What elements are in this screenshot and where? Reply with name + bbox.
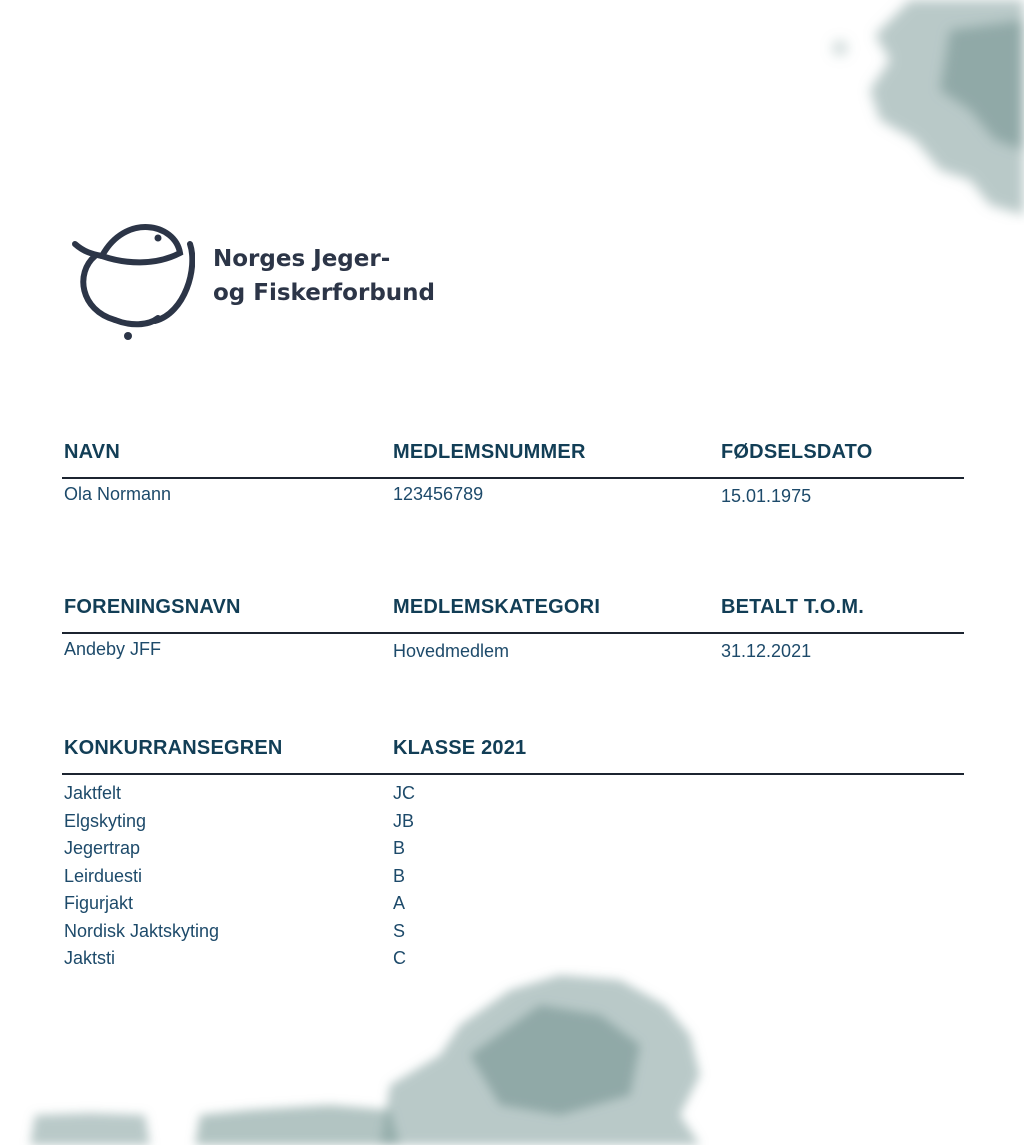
discipline-class: B (393, 865, 406, 886)
list-item (62, 921, 964, 949)
discipline-name: Nordisk Jaktskyting (64, 920, 220, 941)
watercolor-bottom (0, 965, 760, 1145)
list-item (62, 893, 964, 921)
header-klasse: KLASSE 2021 (393, 737, 527, 759)
competition-header-row (62, 737, 964, 775)
value-medlemskategori: Hovedmedlem (393, 641, 510, 661)
discipline-class: JB (393, 810, 415, 831)
discipline-class: JC (393, 783, 415, 803)
competition-section (62, 737, 964, 976)
header-medlemsnummer: MEDLEMSNUMMER (393, 441, 586, 463)
header-konkurransegren: KONKURRANSEGREN (64, 737, 283, 759)
competition-list (62, 783, 964, 976)
list-item (62, 811, 964, 839)
header-betalt-tom: BETALT T.O.M. (721, 596, 864, 618)
list-item (62, 783, 964, 811)
org-name-line2: og Fiskerforbund (213, 280, 436, 306)
discipline-name: Jaktfelt (64, 783, 122, 803)
personal-section (62, 441, 964, 506)
header-fodselsdato: FØDSELSDATO (721, 441, 873, 463)
discipline-class: A (393, 893, 406, 913)
fish-circle-logo-icon (70, 218, 195, 343)
header-navn: NAVN (64, 441, 120, 463)
discipline-name: Jegertrap (64, 838, 141, 858)
value-medlemsnummer: 123456789 (393, 484, 484, 504)
discipline-name: Jaktsti (64, 948, 116, 968)
header-medlemskategori: MEDLEMSKATEGORI (393, 596, 601, 618)
personal-header-row (62, 441, 964, 479)
value-navn: Ola Normann (64, 484, 172, 504)
discipline-name: Leirduesti (64, 865, 143, 886)
list-item (62, 838, 964, 866)
org-name-line1: Norges Jeger- (213, 246, 391, 272)
discipline-class: B (393, 838, 406, 858)
header-foreningsnavn: FORENINGSNAVN (64, 596, 241, 618)
value-betalt-tom: 31.12.2021 (721, 641, 812, 661)
list-item (62, 948, 964, 976)
list-item (62, 866, 964, 894)
discipline-name: Elgskyting (64, 810, 147, 831)
discipline-name: Figurjakt (64, 893, 134, 913)
membership-header-row (62, 596, 964, 634)
discipline-class: C (393, 948, 406, 968)
discipline-class: S (393, 920, 406, 941)
org-logo (70, 218, 450, 343)
watercolor-top-right (820, 0, 1024, 225)
value-foreningsnavn: Andeby JFF (64, 639, 162, 659)
membership-section (62, 596, 964, 661)
org-name (213, 242, 435, 310)
value-fodselsdato: 15.01.1975 (721, 486, 812, 506)
